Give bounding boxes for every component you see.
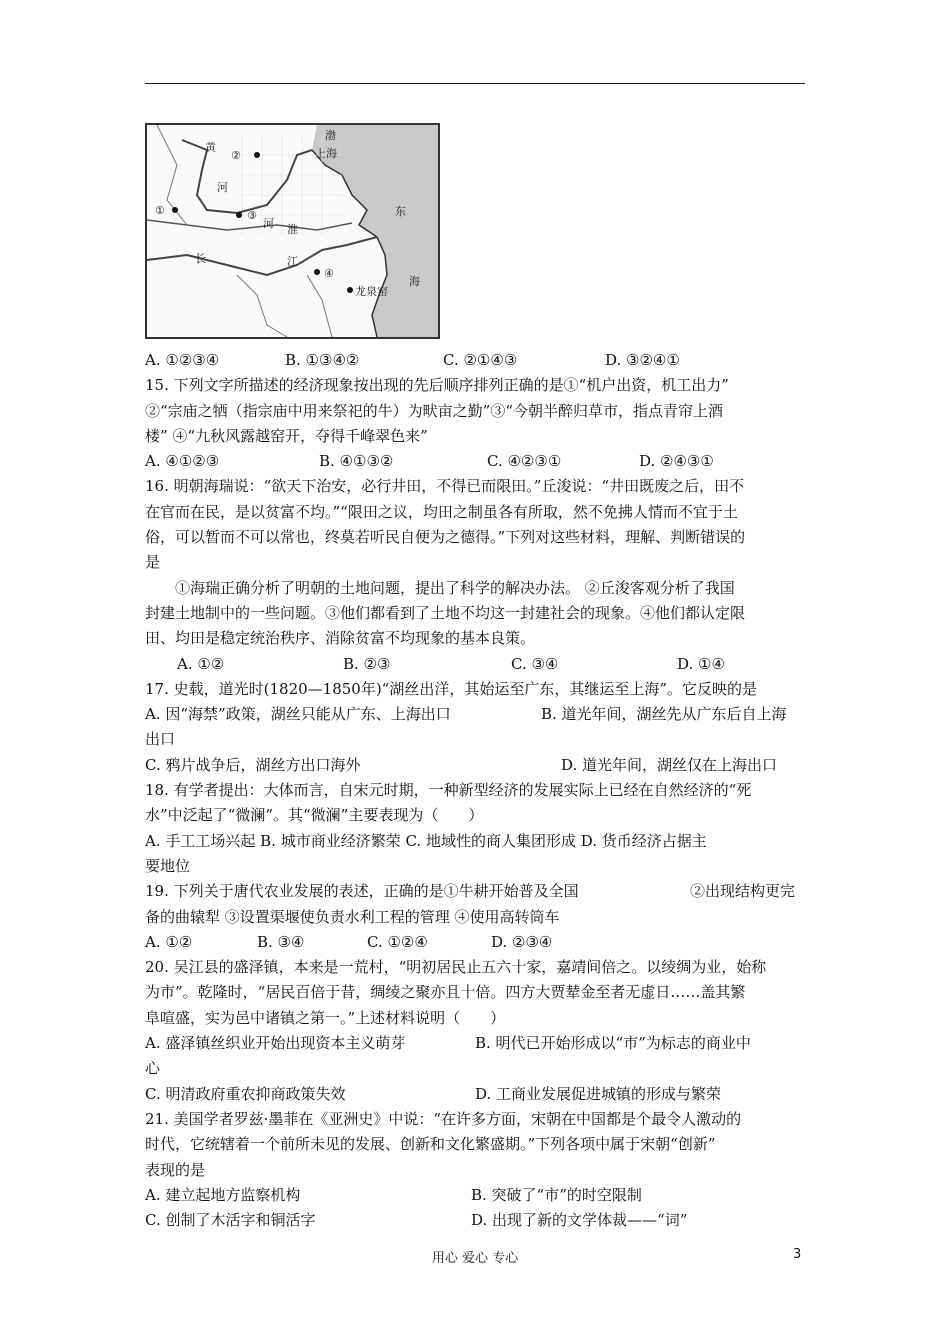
q18-options-cont: 要地位: [145, 856, 191, 875]
q16-option-b: B. ②③: [343, 654, 391, 673]
q17-option-a: A. 因“海禁”政策，湖丝只能从广东、上海出口: [145, 705, 451, 724]
q16-option-a: A. ①②: [177, 654, 225, 673]
q17-stem: 17. 史载，道光时(1820—1850年)“湖丝出洋，其始运至广东，其继运至上海”。它反映的是: [145, 679, 758, 698]
label-jiang: 江: [287, 255, 298, 268]
label-he: 河: [217, 181, 228, 194]
q17-option-b-cont: 出口: [145, 730, 176, 749]
q16-stem: 俗，可以暂而不可以常也，终莫若听民自便为之德得。”下列对这些材料，理解、判断错误的: [145, 528, 746, 547]
border-line: [307, 275, 332, 337]
q16-statement: 封建土地制中的一些问题。③他们都看到了土地不均这一封建社会的现象。④他们都认定限: [145, 603, 746, 622]
q19-stem: 备的曲辕犁 ③设置渠堰使负责水利工程的管理 ④使用高转筒车: [145, 907, 560, 926]
q17-option-d: D. 道光年间，湖丝仅在上海出口: [561, 755, 778, 774]
label-huang: 黄: [205, 141, 216, 154]
label-longquan: 龙泉窑: [355, 285, 388, 298]
q21-option-d: D. 出现了新的文学体裁——“词”: [471, 1211, 688, 1230]
q16-statement: ①海瑞正确分析了明朝的土地问题，提出了科学的解决办法。 ②丘浚客观分析了我国: [175, 578, 735, 597]
label-shanghai: 上海: [315, 147, 337, 160]
site-marker: [236, 212, 242, 218]
q20-stem: 阜喧盛，实为邑中诸镇之第一。”上述材料说明（ ）: [145, 1008, 506, 1027]
q19-option-d: D. ②③④: [491, 932, 553, 951]
q17-option-b: B. 道光年间，湖丝先从广东后自上海: [541, 705, 787, 724]
q16-stem: 16. 明朝海瑞说：“欲天下治安，必行井田，不得已而限田。”丘浚说：“井田既废之后，田不: [145, 477, 745, 496]
q19-stem: [145, 879, 807, 904]
q20-option-d: D. 工商业发展促进城镇的形成与繁荣: [475, 1084, 722, 1103]
q16-stem: 在官而在民，是以贫富不均。”“限田之议，均田之制虽各有所取，然不免拂人情而不宜于土: [145, 502, 738, 521]
q18-stem: 18. 有学者提出：大体而言，自宋元时期，一种新型经济的发展实际上已经在自然经济的“死: [145, 781, 752, 800]
q15-stem: 楼” ④“九秋风露越窑开，夺得千峰翠色来”: [145, 426, 428, 445]
site-marker: [254, 152, 260, 158]
q14-options: [145, 348, 807, 373]
q19-stem-part: 19. 下列关于唐代农业发展的表述，正确的是①牛耕开始普及全国: [145, 882, 579, 901]
marker-label-1: ①: [155, 204, 165, 217]
q21-option-a: A. 建立起地方监察机构: [145, 1185, 301, 1204]
site-marker: [172, 207, 178, 213]
label-dong: 东: [395, 205, 406, 218]
q15-option-a: A. ④①②③: [145, 452, 220, 471]
q20-option-b-cont: 心: [145, 1059, 161, 1078]
q21-options-ab: [145, 1183, 807, 1208]
label-he2: 河: [263, 217, 274, 230]
label-hai: 海: [409, 275, 420, 288]
q19-option-c: C. ①②④: [367, 932, 428, 951]
q18-stem: 水”中泛起了“微澜”。其“微澜”主要表现为（ ）: [145, 806, 484, 825]
label-bohai: 渤: [325, 129, 336, 142]
q17-options-cd: [145, 753, 807, 778]
q20-stem: 为市”。乾隆时，“居民百倍于昔，绸绫之聚亦且十倍。四方大贾辇金至者无虚日……盖其繁: [145, 983, 746, 1002]
q18-options: A. 手工工场兴起 B. 城市商业经济繁荣 C. 地域性的商人集团形成 D. 货币经济占据主: [145, 831, 707, 850]
q17-options-ab: [145, 702, 807, 727]
question-content: [145, 348, 807, 1233]
page-number: 3: [793, 1247, 802, 1262]
q16-statement: 田、均田是稳定统治秩序、消除贫富不均现象的基本良策。: [145, 629, 536, 648]
q21-stem: 时代，它统辖着一个前所未见的发展、创新和文化繁盛期。”下列各项中属于宋朝“创新”: [145, 1135, 716, 1154]
yangtze-river: [147, 237, 377, 275]
q21-stem: 表现的是: [145, 1160, 206, 1179]
label-huai: 淮: [287, 223, 298, 236]
q14-option-d: D. ③②④①: [605, 351, 680, 369]
q14-option-b: B. ①③④②: [285, 351, 360, 369]
q21-option-b: B. 突破了“市”的时空限制: [471, 1185, 642, 1204]
q21-options-cd: [145, 1208, 807, 1233]
q15-stem: ②“宗庙之牺（指宗庙中用来祭祀的牛）为畎亩之勤”③“今朝半醉归草市，指点青帘上酒: [145, 401, 724, 420]
q15-options: [145, 449, 807, 474]
border-line: [237, 275, 287, 337]
q16-option-c: C. ③④: [511, 654, 559, 673]
q20-stem: 20. 吴江县的盛泽镇，本来是一荒村，“明初居民止五六十家，嘉靖间倍之。以绫绸为业，始称: [145, 958, 767, 977]
label-chang: 长: [195, 252, 206, 265]
yellow-river: [182, 140, 312, 213]
site-marker: [314, 269, 320, 275]
footer-motto: 用心 爱心 专心: [431, 1251, 519, 1266]
q15-option-d: D. ②④③①: [639, 452, 714, 471]
q20-option-b: B. 明代已开始形成以“市”为标志的商业中: [475, 1034, 751, 1053]
q16-stem: 是: [145, 553, 161, 572]
historical-map: [145, 123, 440, 339]
q19-option-b: B. ③④: [257, 932, 305, 951]
marker-label-3: ③: [247, 209, 257, 222]
q21-option-c: C. 创制了木活字和铜活字: [145, 1211, 316, 1230]
q21-stem: 21. 美国学者罗兹·墨菲在《亚洲史》中说：“在许多方面，宋朝在中国都是个最令人激动的: [145, 1109, 742, 1128]
q15-option-c: C. ④②③①: [487, 452, 562, 471]
q14-option-c: C. ②①④③: [443, 351, 518, 369]
q14-option-a: A. ①②③④: [145, 351, 220, 369]
header-rule: [145, 83, 805, 84]
q20-option-c: C. 明清政府重农抑商政策失效: [145, 1084, 346, 1103]
q16-option-d: D. ①④: [677, 654, 725, 673]
q20-options-ab: [145, 1031, 807, 1056]
q16-options: [145, 652, 807, 677]
q20-option-a: A. 盛泽镇丝织业开始出现资本主义萌芽: [145, 1034, 406, 1053]
q15-stem: 15. 下列文字所描述的经济现象按出现的先后顺序排列正确的是①“机户出资，机工出力”: [145, 376, 729, 395]
marker-label-4: ④: [324, 267, 334, 280]
q19-option-a: A. ①②: [145, 932, 193, 951]
site-marker: [347, 287, 353, 293]
q19-stem-part: ②出现结构更完: [690, 882, 796, 901]
q17-option-c: C. 鸦片战争后，湖丝方出口海外: [145, 755, 361, 774]
q15-option-b: B. ④①③②: [319, 452, 394, 471]
map-drawing: [147, 125, 438, 337]
marker-label-2: ②: [231, 149, 241, 162]
q19-options: [145, 930, 807, 955]
q20-options-cd: [145, 1082, 807, 1107]
